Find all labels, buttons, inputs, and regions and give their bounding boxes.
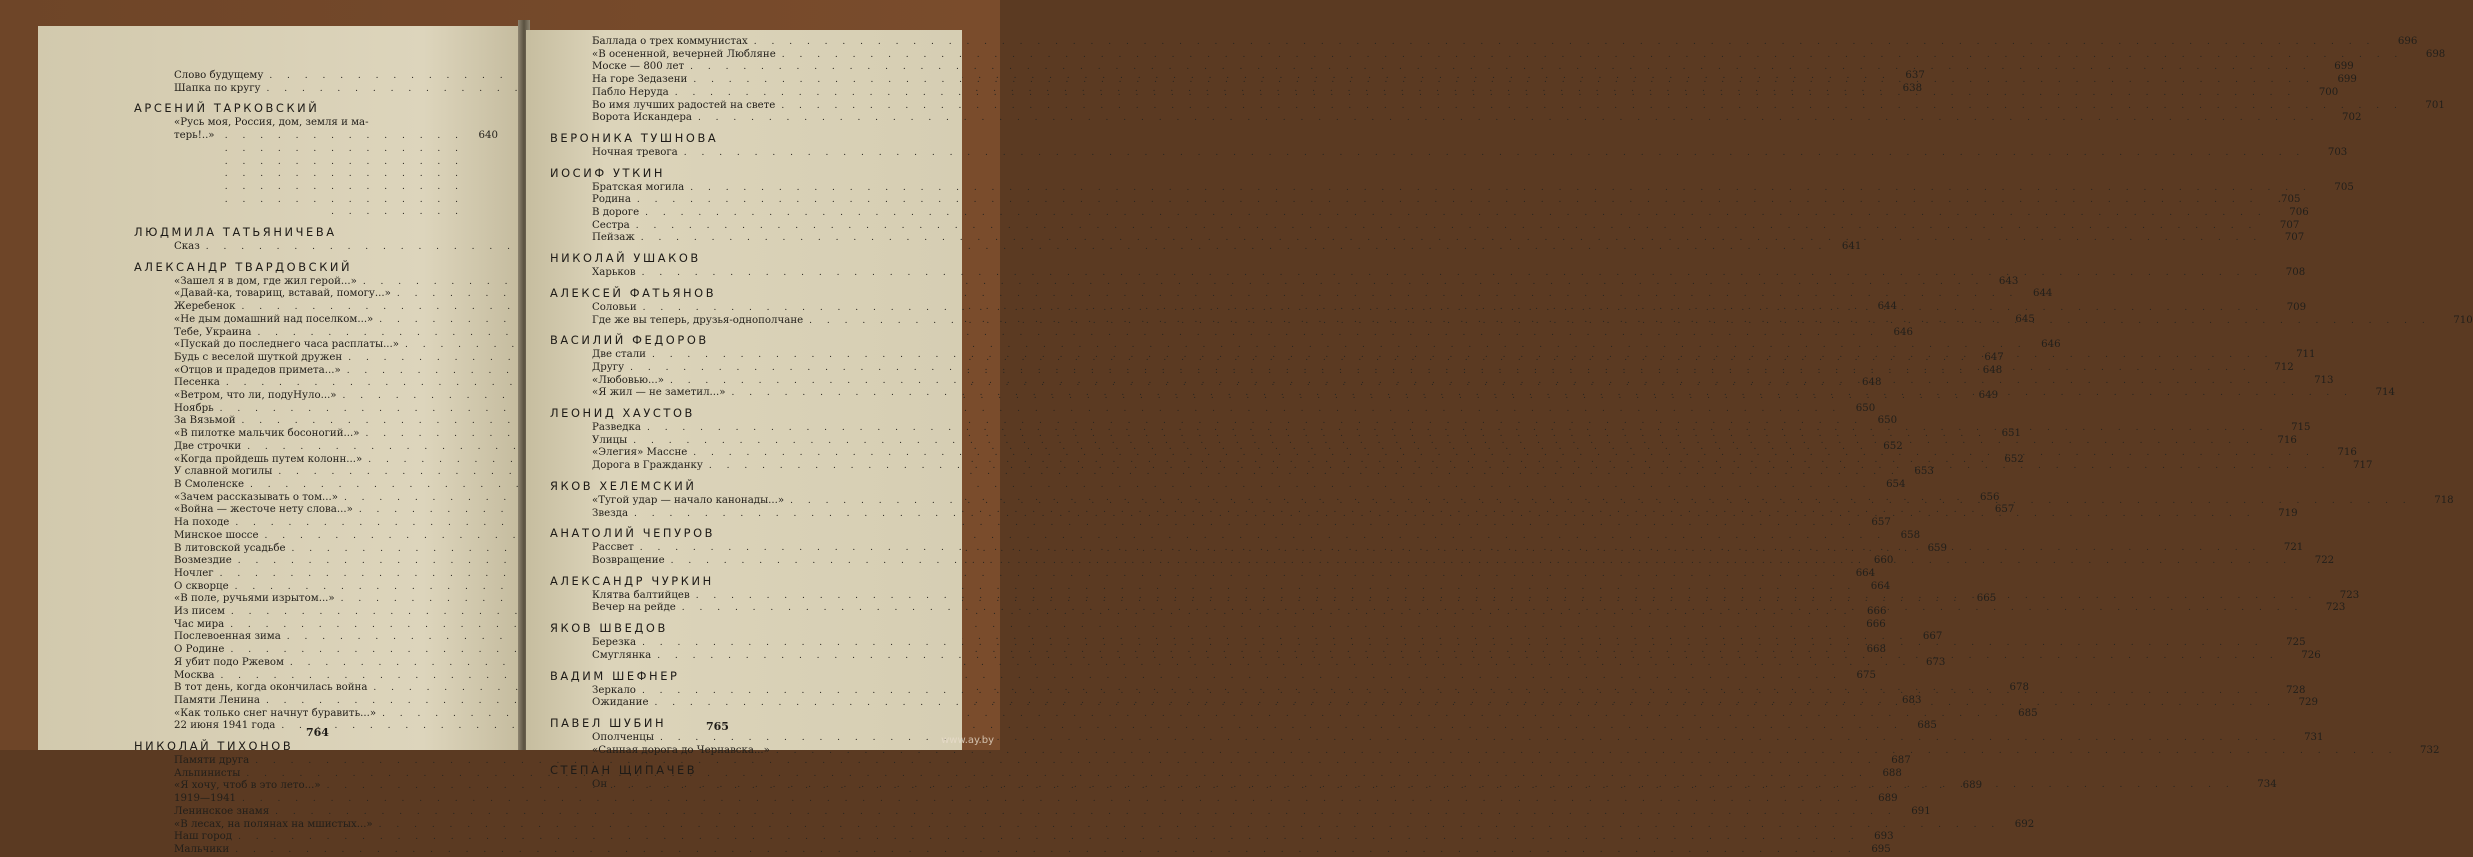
dot-leader [641, 422, 2275, 435]
left-page-number: 764 [306, 726, 329, 739]
toc-entry [146, 818, 2035, 832]
entry-page: 698 [2425, 48, 2446, 60]
entry-title: «В лесах, на полянах на мшистых...» [174, 818, 373, 830]
entry-title: «Как только снег начнут буравить...» [174, 707, 377, 719]
dot-leader [639, 207, 2273, 220]
entry-page: 715 [2291, 422, 2311, 434]
entry-title: Две строчки [174, 440, 242, 452]
entry-title: Ноябрь [174, 402, 214, 414]
entry-page: .705 [2277, 194, 2301, 206]
author-heading: ВЕРОНИКА ТУШНОВА [550, 130, 719, 145]
watermark: www.ay.by [941, 735, 994, 746]
entry-title: Я убит подо Ржевом [174, 656, 284, 668]
toc-entry [146, 793, 1898, 806]
entry-page: 675 [1856, 669, 1876, 681]
entry-page: 673 [1925, 656, 1946, 668]
dot-leader [215, 130, 470, 219]
entry-page: 641 [1841, 241, 1862, 253]
dot-leader [636, 267, 2270, 280]
entry-page: 664 [1870, 580, 1891, 592]
entry-title: Шапка по кругу [174, 82, 261, 94]
toc-entry [556, 219, 2300, 233]
entry-title: Сестра [592, 219, 630, 231]
entry-page: 712 [2274, 361, 2294, 373]
entry-title: Зеркало [592, 684, 636, 696]
dot-leader [636, 637, 2270, 650]
entry-page: 703 [2327, 146, 2348, 158]
entry-page: 729 [2298, 697, 2319, 709]
dot-leader [232, 831, 1866, 844]
entry-title: «Когда пройдешь путем колонн...» [174, 453, 363, 465]
entry-page: 654 [1886, 478, 1906, 490]
dot-leader [251, 327, 1885, 340]
entry-title: «Я жил — не заметил...» [592, 387, 726, 399]
entry-title: «Элегия» Массне [592, 447, 688, 459]
dot-leader [637, 302, 2271, 315]
toc-entry [556, 36, 2418, 49]
dot-leader [646, 349, 2280, 362]
toc-entry [146, 656, 1946, 670]
toc-entry [556, 112, 2362, 125]
toc-entry [556, 207, 2309, 220]
toc-entry [556, 181, 2354, 195]
toc-entry [556, 194, 2301, 207]
toc-entry [146, 241, 1862, 254]
author-heading: АНАТОЛИЙ ЧЕПУРОВ [550, 526, 716, 541]
toc-entry [556, 744, 2440, 758]
dot-leader [373, 819, 2007, 832]
author-heading: ЛЮДМИЛА ТАТЬЯНИЧЕВА [134, 225, 337, 240]
right-page-number: 765 [706, 720, 729, 733]
dot-leader [244, 479, 1878, 492]
entry-page: 726 [2301, 649, 2321, 661]
entry-page: 700 [2318, 86, 2339, 98]
toc-entry [556, 146, 2348, 160]
entry-page: 717 [2353, 460, 2373, 472]
entry-page: 647 [1984, 351, 2004, 363]
entry-title: Пейзаж [592, 232, 635, 244]
entry-page: 731 [2304, 731, 2324, 743]
entry-title: «Тугой удар — начало канонады...» [592, 494, 785, 506]
entry-title: Послевоенная зима [174, 631, 281, 643]
entry-title: Баллада о трех коммунистах [592, 36, 748, 47]
entry-title: Будь с веселой шуткой дружен [174, 351, 343, 363]
entry-page: 678 [2009, 682, 2029, 694]
author-heading: ВАСИЛИЙ ФЕДОРОВ [550, 333, 709, 348]
author-heading: АЛЕКСАНДР ЧУРКИН [550, 573, 714, 588]
entry-title: «Ветром, что ли, подуНуло...» [174, 390, 337, 402]
toc-entry [556, 61, 2354, 74]
author-heading: АЛЕКСАНДР ТВАРДОВСКИЙ [134, 259, 353, 274]
dot-leader [636, 685, 2270, 698]
entry-title: Клятва балтийцев [592, 589, 690, 601]
toc-entry [556, 48, 2446, 62]
entry-title: Разведка [592, 422, 641, 434]
entry-title: О Родине [174, 644, 225, 656]
dot-leader [725, 387, 2359, 400]
entry-page: 692 [2014, 818, 2035, 830]
toc-entry [146, 707, 2038, 721]
entry-title: Мальчики [174, 843, 230, 855]
entry-title: «Война — жесточе нету слова...» [174, 504, 353, 516]
entry-page: 638 [1902, 82, 1923, 94]
entry-page: 725 [2286, 637, 2306, 649]
entry-page: 640 [478, 130, 498, 142]
entry-page: 716 [2337, 447, 2357, 459]
entry-page: 688 [1882, 767, 1902, 779]
dot-leader [631, 194, 2265, 207]
toc-entry [556, 232, 2305, 245]
entry-title: Смуглянка [592, 649, 652, 661]
entry-page: 652 [1883, 440, 1903, 452]
entry-title: Возмездие [174, 555, 232, 567]
entry-title: Возвращение [592, 554, 665, 566]
dot-leader [269, 806, 1903, 819]
entry-page: 664 [1855, 567, 1876, 579]
entry-title: «Русь моя, Россия, дом, земля и ма- [174, 117, 369, 129]
entry-page: 653 [1914, 466, 1934, 478]
entry-page: 689 [1962, 780, 1983, 792]
entry-title: Ворота Искандера [592, 112, 692, 124]
author-heading: НИКОЛАЙ УШАКОВ [550, 251, 701, 266]
entry-title: В литовской усадьбе [174, 542, 286, 554]
entry-page: 668 [1866, 644, 1887, 656]
entry-title: Улицы [592, 434, 628, 446]
entry-page: 650 [1877, 415, 1898, 427]
entry-title: «Я хочу, чтоб в это лето...» [174, 780, 321, 792]
entry-title: Во имя лучших радостей на свете [592, 99, 776, 111]
entry-title: «Отцов и прадедов примета...» [174, 364, 341, 376]
entry-page: 710 [2453, 314, 2473, 326]
toc-entry [146, 831, 1894, 844]
entry-title: Харьков [592, 267, 636, 279]
entry-title: Березка [592, 637, 637, 649]
entry-title: «Зачем рассказывать о том...» [174, 491, 338, 503]
entry-page: 645 [2015, 313, 2035, 325]
entry-title: Тебе, Украина [174, 326, 252, 338]
dot-leader [678, 147, 2312, 160]
entry-title: На походе [174, 517, 230, 529]
entry-page: 657 [1871, 517, 1891, 529]
author-heading: НИКОЛАЙ ТИХОНОВ [134, 739, 294, 754]
entry-title: «Давай-ка, товарищ, вставай, помогу...» [174, 288, 391, 300]
entry-title: Ночлег [174, 567, 214, 579]
entry-title: Другу [592, 361, 625, 373]
author-heading: ЛЕОНИД ХАУСТОВ [550, 406, 695, 421]
entry-title: Час мира [174, 618, 225, 630]
toc-entry [146, 275, 2019, 289]
author-heading: АЛЕКСЕЙ ФАТЬЯНОВ [550, 285, 717, 300]
entry-page: 695 [1871, 843, 1891, 855]
author-heading: ИОСИФ УТКИН [550, 165, 666, 180]
entry-title-continued: терь!..» [174, 130, 215, 142]
entry-title: Памяти друга [174, 755, 250, 767]
dot-leader [624, 362, 2258, 375]
entry-title: «В поле, ручьями изрытом...» [174, 593, 335, 605]
entry-title: Сказ [174, 241, 200, 253]
dot-leader [654, 732, 2288, 745]
dot-leader [690, 590, 2324, 603]
entry-page: 732 [2420, 744, 2440, 756]
toc-entry [146, 805, 1931, 819]
entry-page: 734 [2257, 779, 2277, 791]
entry-title: Ожидание [592, 697, 649, 709]
entry-page: 666 [1866, 618, 1886, 630]
dot-leader [684, 61, 2318, 74]
entry-page: 709 [2286, 301, 2307, 313]
entry-title: В тот день, когда окончилась война [174, 682, 368, 694]
entry-page: 714 [2375, 387, 2396, 399]
entry-page: 706 [2289, 207, 2309, 219]
toc-entry [146, 843, 1891, 857]
entry-page: 660 [1873, 555, 1894, 567]
dot-leader [687, 447, 2321, 460]
entry-page: 711 [2296, 349, 2316, 361]
entry-title: Песенка [174, 377, 220, 389]
dot-leader [627, 435, 2261, 448]
entry-page: 719 [2278, 507, 2298, 519]
entry-title: «В осененной, вечерней Любляне [592, 48, 776, 60]
entry-page: 708 [2285, 267, 2306, 279]
entry-page: 691 [1911, 805, 1931, 817]
dot-leader [224, 619, 1858, 632]
entry-title: «Зашел я в дом, где жил герой...» [174, 275, 357, 287]
entry-page: 644 [1877, 301, 1898, 313]
dot-leader [803, 315, 2437, 328]
entry-title: Звезда [592, 507, 629, 519]
entry-title: Он [592, 779, 608, 791]
toc-entry [556, 99, 2445, 113]
entry-page: 657 [1994, 504, 2015, 516]
entry-page: 650 [1855, 402, 1876, 414]
entry-title: У славной могилы [174, 466, 273, 478]
dot-leader [664, 375, 2298, 388]
entry-page: 728 [2286, 684, 2306, 696]
dot-leader [634, 542, 2268, 555]
entry-title: «Пускай до последнего часа расплаты...» [174, 339, 400, 351]
dot-leader [703, 460, 2337, 473]
entry-page: 707 [2279, 219, 2300, 231]
entry-page: 648 [1861, 377, 1882, 389]
entry-title: Москва [174, 669, 215, 681]
entry-page: 683 [1902, 694, 1922, 706]
entry-page: 646 [2041, 339, 2061, 351]
entry-page: 665 [1976, 593, 1997, 605]
author-heading: ПАВЕЛ ШУБИН [550, 715, 667, 730]
author-heading: ЯКОВ ХЕЛЕМСКИЙ [550, 478, 697, 493]
entry-title: 22 июня 1941 года [174, 720, 276, 732]
dot-leader [607, 779, 2241, 792]
entry-page: 693 [1874, 831, 1894, 843]
toc-entry [556, 267, 2306, 280]
entry-page: 648 [1982, 364, 2003, 376]
dot-leader [651, 650, 2285, 663]
entry-page: 707 [2284, 232, 2305, 244]
entry-page: 659 [1927, 542, 1948, 554]
entry-page: 722 [2314, 554, 2335, 566]
dot-leader [687, 74, 2321, 87]
entry-page: 699 [2334, 61, 2354, 73]
entry-title: Родина [592, 194, 631, 206]
dot-leader [635, 232, 2269, 245]
entry-title: Рассвет [592, 542, 634, 554]
entry-page: 718 [2434, 494, 2454, 506]
entry-page: 685 [1917, 720, 1937, 732]
entry-title: Из писем [174, 606, 225, 618]
entry-page: 716 [2277, 434, 2297, 446]
entry-page: 696 [2397, 36, 2418, 47]
dot-leader [669, 87, 2303, 100]
entry-page: 723 [2339, 589, 2360, 601]
entry-title: Две стали [592, 349, 646, 361]
dot-leader [229, 844, 1863, 857]
entry-page: 687 [1891, 755, 1911, 767]
entry-title: Соловьи [592, 301, 637, 313]
entry-page: 721 [2283, 542, 2304, 554]
dot-leader [776, 49, 2410, 62]
entry-title: О скворце [174, 580, 229, 592]
dot-leader [630, 220, 2264, 233]
dot-leader [665, 555, 2299, 568]
toc-entry [146, 326, 1913, 340]
entry-page: 651 [2001, 428, 2022, 440]
entry-page: 689 [1878, 793, 1898, 805]
author-heading: АРСЕНИЙ ТАРКОВСКИЙ [134, 101, 320, 116]
entry-title: Слово будущему [174, 70, 264, 81]
entry-title: Где же вы теперь, друзья-однополчане [592, 314, 804, 326]
author-heading: СТЕПАН ЩИПАЧЕВ [550, 763, 698, 778]
entry-page: 667 [1922, 631, 1943, 643]
dot-leader [214, 568, 1848, 581]
dot-leader [692, 112, 2326, 125]
dot-leader [259, 530, 1893, 543]
entry-page: 666 [1867, 606, 1887, 618]
entry-page: 656 [1980, 491, 2000, 503]
entry-page: 713 [2314, 374, 2334, 386]
entry-title: Наш город [174, 831, 233, 843]
author-heading: ЯКОВ ШВЕДОВ [550, 621, 668, 636]
entry-title: Братская могила [592, 181, 685, 193]
entry-title: Минское шоссе [174, 529, 259, 541]
entry-title: Ленинское знамя [174, 805, 270, 817]
entry-title: Памяти Ленина [174, 694, 260, 706]
entry-page: 652 [2004, 453, 2024, 465]
entry-title: Жеребенок [174, 301, 236, 313]
entry-page: 705 [2334, 181, 2354, 193]
entry-page: 649 [1978, 390, 1999, 402]
dot-leader [648, 694, 2282, 710]
entry-page: 723 [2325, 602, 2346, 614]
entry-title: Ночная тревога [592, 146, 678, 158]
dot-leader [748, 36, 2382, 49]
entry-page: 658 [1900, 529, 1921, 541]
entry-title: «В пилотке мальчик босоногий...» [174, 428, 360, 440]
entry-title: «Санная дорога до Чернавска...» [592, 744, 770, 756]
dot-leader [214, 670, 1848, 683]
entry-page: 646 [1893, 326, 1913, 338]
entry-title: В дороге [592, 207, 640, 219]
entry-page: 701 [2425, 99, 2445, 111]
entry-page: 643 [1998, 275, 2019, 287]
toc-entry [146, 755, 1911, 768]
entry-title: Моске — 800 лет [592, 61, 685, 73]
toc-entry [146, 517, 1891, 530]
dot-leader [784, 495, 2418, 508]
entry-title: Вечер на рейде [592, 602, 676, 614]
dot-leader [214, 403, 1848, 416]
entry-title: Дорога в Гражданку [592, 460, 703, 472]
dot-leader [628, 508, 2262, 521]
entry-title: За Вязьмой [174, 415, 236, 427]
entry-page: 637 [1905, 70, 1925, 81]
entry-page: 702 [2342, 112, 2362, 124]
entry-title: «Не дым домашний над поселком...» [174, 313, 374, 325]
dot-leader [676, 602, 2310, 615]
entry-page: 699 [2337, 74, 2357, 86]
entry-title: 1919—1941 [174, 793, 237, 805]
toc-entry [146, 117, 498, 219]
dot-leader [236, 793, 1870, 806]
dot-leader [775, 100, 2409, 113]
entry-title: Альпинисты [174, 767, 241, 779]
entry-page: 644 [2032, 288, 2053, 300]
dot-leader [684, 182, 2318, 195]
entry-title: В Смоленске [174, 478, 244, 490]
entry-title: «Любовью...» [592, 374, 664, 386]
dot-leader [770, 745, 2404, 758]
entry-title: На горе Зедазени [592, 74, 688, 86]
entry-title: Ополченцы [592, 731, 654, 743]
entry-page: 685 [2018, 707, 2038, 719]
author-heading: ВАДИМ ШЕФНЕР [550, 668, 680, 683]
entry-title: Пабло Неруда [592, 86, 669, 98]
